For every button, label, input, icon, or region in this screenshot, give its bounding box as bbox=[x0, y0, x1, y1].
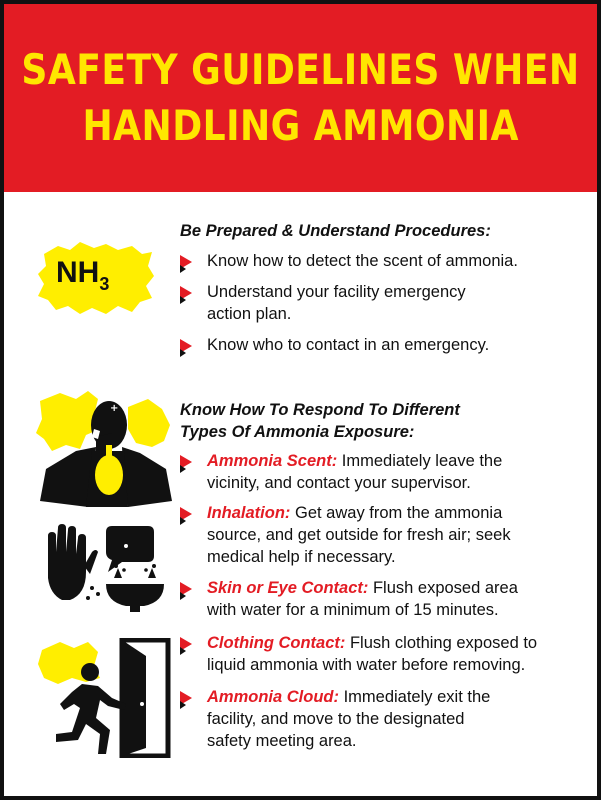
red-arrow-icon bbox=[180, 691, 192, 705]
item-text: Immediately leave the bbox=[337, 452, 503, 470]
item-label: Inhalation: bbox=[207, 504, 291, 522]
red-arrow-icon bbox=[180, 339, 192, 353]
item-label: Ammonia Cloud: bbox=[207, 688, 339, 706]
nh3-text bbox=[56, 256, 109, 295]
item-text: Know how to detect the scent of ammonia. bbox=[207, 252, 518, 270]
item-text: Know who to contact in an emergency. bbox=[207, 336, 490, 354]
title-line-1: SAFETY GUIDELINES WHEN bbox=[21, 45, 580, 94]
inhalation-person-icon bbox=[36, 389, 176, 516]
item-text: Get away from the ammonia bbox=[290, 504, 503, 522]
red-arrow-icon bbox=[180, 582, 192, 596]
item-text: medical help if necessary. bbox=[207, 548, 396, 566]
red-arrow-icon bbox=[180, 507, 192, 521]
red-arrow-icon bbox=[180, 255, 192, 269]
item-text: Understand your facility emergency bbox=[207, 283, 466, 301]
item-label: Ammonia Scent: bbox=[207, 452, 338, 470]
title-line-2: HANDLING AMMONIA bbox=[82, 101, 519, 150]
item-text: vicinity, and contact your supervisor. bbox=[207, 474, 471, 492]
item-text: liquid ammonia with water before removing. bbox=[207, 656, 526, 674]
item-text: action plan. bbox=[207, 305, 292, 323]
item-text: facility, and move to the designated bbox=[207, 710, 465, 728]
section2-heading-line-1: Know How To Respond To Different bbox=[180, 401, 460, 419]
nh3-badge bbox=[36, 240, 156, 316]
section2-heading-line-2: Types Of Ammonia Exposure: bbox=[180, 423, 415, 441]
hand-wash-icon bbox=[40, 522, 104, 609]
section1-heading: Be Prepared & Understand Procedures: bbox=[180, 222, 491, 240]
item-text: Flush clothing exposed to bbox=[345, 634, 538, 652]
nh3-main: NH bbox=[56, 256, 100, 289]
item-text: Flush exposed area bbox=[368, 579, 518, 597]
item-label: Clothing Contact: bbox=[207, 634, 346, 652]
red-arrow-icon bbox=[180, 637, 192, 651]
red-arrow-icon bbox=[180, 455, 192, 469]
eye-wash-icon bbox=[100, 522, 170, 617]
item-label: Skin or Eye Contact: bbox=[207, 579, 369, 597]
title-banner bbox=[4, 4, 597, 192]
item-text: with water for a minimum of 15 minutes. bbox=[207, 601, 499, 619]
item-text: source, and get outside for fresh air; seek bbox=[207, 526, 511, 544]
svg-text:+: + bbox=[110, 403, 119, 414]
nh3-sub: 3 bbox=[99, 274, 110, 294]
section2-heading bbox=[180, 399, 460, 443]
item-text: Immediately exit the bbox=[339, 688, 491, 706]
red-arrow-icon bbox=[180, 286, 192, 300]
exit-door-icon bbox=[38, 638, 174, 763]
item-text: safety meeting area. bbox=[207, 732, 357, 750]
